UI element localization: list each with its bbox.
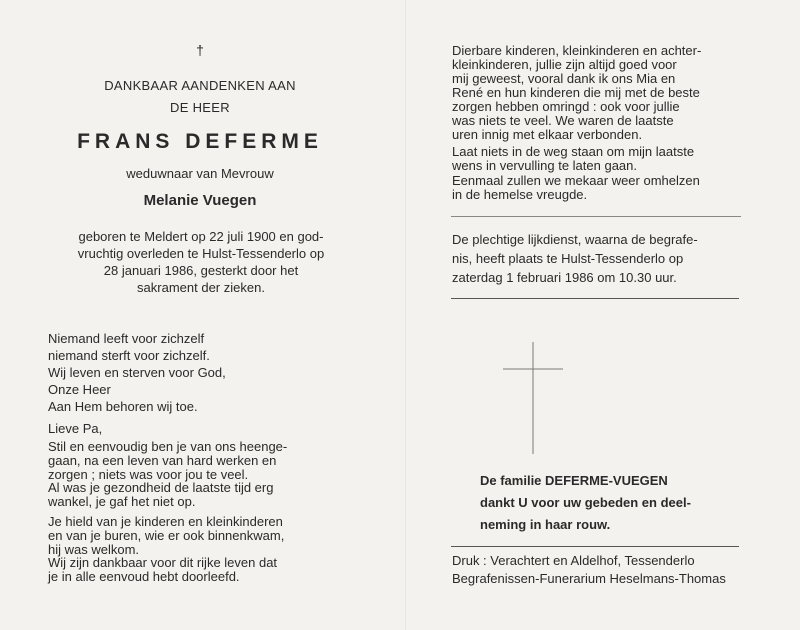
divider	[451, 546, 739, 547]
text-line: nis, heeft plaats te Hulst-Tessenderlo op	[452, 251, 684, 266]
poem-line: Onze Heer	[48, 382, 111, 397]
bio-line: sakrament der zieken.	[137, 280, 265, 295]
text-line: De familie DEFERME-VUEGEN	[480, 473, 668, 488]
bio-line: geboren te Meldert op 22 juli 1900 en god-	[78, 229, 324, 244]
tribute-paragraph	[48, 481, 360, 509]
poem-line: Aan Hem behoren wij toe.	[48, 399, 198, 414]
service-announcement	[452, 230, 742, 287]
text-line: mij geweest, vooral dank ik ons Mia en	[452, 71, 676, 86]
bio-line: 28 januari 1986, gesterkt door het	[103, 263, 299, 278]
bio-line: vruchtig overleden te Hulst-Tessenderlo op	[77, 246, 325, 261]
tribute-paragraph	[48, 440, 360, 482]
card-fold	[405, 0, 406, 630]
cross-icon	[497, 342, 567, 454]
divider	[451, 298, 739, 299]
text-line: Dierbare kinderen, kleinkinderen en achter-	[452, 43, 702, 58]
text-line: zaterdag 1 februari 1986 om 10.30 uur.	[452, 270, 677, 285]
small-cross-icon: †	[196, 42, 204, 58]
widower-line: weduwnaar van Mevrouw	[126, 166, 274, 181]
text-line: wankel, je gaf het niet op.	[48, 494, 196, 509]
text-line: zorgen ; niets was voor jou te veel.	[48, 467, 249, 482]
heading-line-1: DANKBAAR AANDENKEN AAN	[104, 78, 296, 93]
text-line: René en hun kinderen die mij met de beste	[452, 85, 700, 100]
farewell-paragraph	[452, 174, 742, 202]
salutation: Lieve Pa,	[48, 421, 103, 436]
farewell-paragraph	[452, 145, 742, 173]
heading-line-2: DE HEER	[170, 100, 230, 115]
text-line: Laat niets in de weg staan om mijn laatste	[452, 144, 695, 159]
text-line: uren innig met elkaar verbonden.	[452, 127, 643, 142]
text-line: zorgen hebben omringd : ook voor jullie	[452, 99, 680, 114]
farewell-paragraph	[452, 44, 742, 142]
text-line: dankt U voor uw gebeden en deel-	[480, 495, 691, 510]
bio-text	[46, 228, 356, 296]
text-line: gaan, na een leven van hard werken en	[48, 453, 277, 468]
text-line: Druk : Verachtert en Aldelhof, Tessenderlo	[452, 553, 695, 568]
printer-credit	[452, 552, 752, 588]
poem-line: niemand sterft voor zichzelf.	[48, 348, 210, 363]
text-line: kleinkinderen, jullie zijn altijd goed voor	[452, 57, 677, 72]
deceased-name: FRANS DEFERME	[77, 130, 323, 153]
text-line: hij was welkom.	[48, 542, 140, 557]
text-line: Stil en eenvoudig ben je van ons heenge-	[48, 439, 288, 454]
divider	[451, 216, 741, 217]
family-thanks	[480, 470, 760, 536]
text-line: Eenmaal zullen we mekaar weer omhelzen	[452, 173, 700, 188]
poem	[48, 330, 358, 415]
text-line: en van je buren, wie er ook binnenkwam,	[48, 528, 285, 543]
poem-line: Wij leven en sterven voor God,	[48, 365, 226, 380]
text-line: was niets te veel. We waren de laatste	[452, 113, 674, 128]
text-line: neming in haar rouw.	[480, 517, 611, 532]
poem-line: Niemand leeft voor zichzelf	[48, 331, 205, 346]
text-line: wens in vervulling te laten gaan.	[452, 158, 638, 173]
text-line: Je hield van je kinderen en kleinkinderen	[48, 514, 283, 529]
text-line: De plechtige lijkdienst, waarna de begrafe-	[452, 232, 698, 247]
spouse-name: Melanie Vuegen	[143, 192, 257, 209]
text-line: je in alle eenvoud hebt doorleefd.	[48, 569, 240, 584]
tribute-paragraph	[48, 515, 360, 557]
text-line: Wij zijn dankbaar voor dit rijke leven dat	[48, 555, 278, 570]
tribute-paragraph	[48, 556, 360, 584]
text-line: Begrafenissen-Funerarium Heselmans-Thomas	[452, 571, 726, 586]
text-line: Al was je gezondheid de laatste tijd erg	[48, 480, 274, 495]
text-line: in de hemelse vreugde.	[452, 187, 588, 202]
